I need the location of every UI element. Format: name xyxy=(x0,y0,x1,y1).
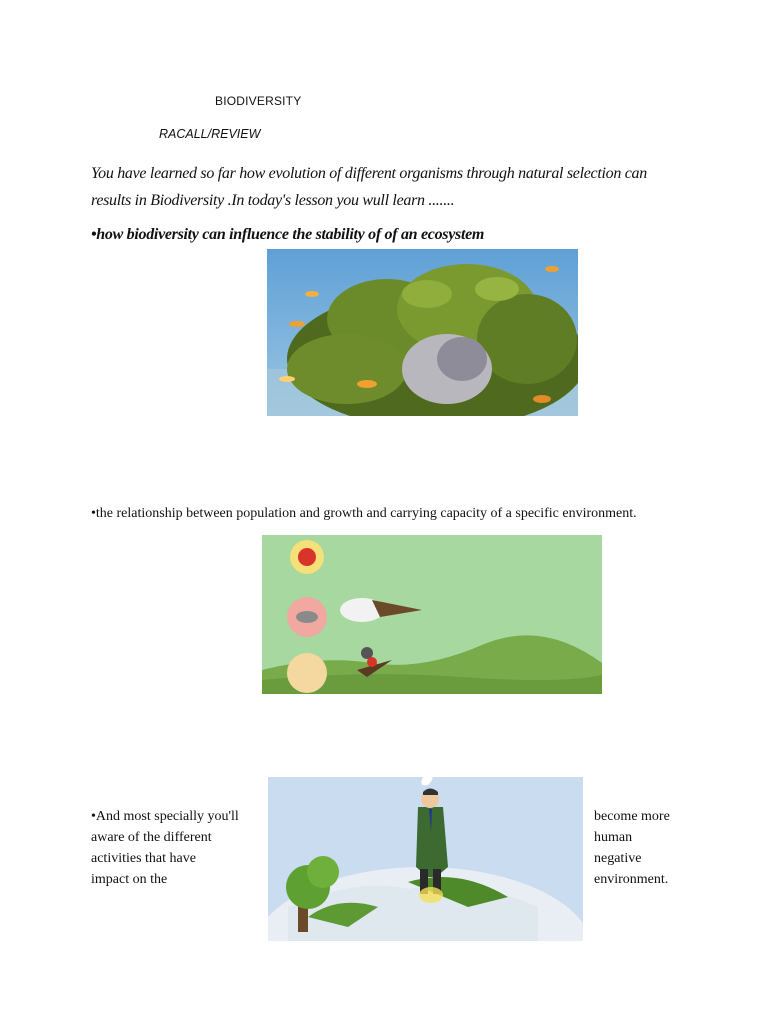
bullet-human-activities-left xyxy=(91,806,261,890)
text-line: •And most specially you'll xyxy=(91,809,239,824)
document-title: BIODIVERSITY xyxy=(215,94,302,108)
bullet-human-activities-right xyxy=(594,806,694,890)
food-chain-image xyxy=(262,535,602,694)
text-line: impact on the xyxy=(91,872,168,887)
text-line: activities that have xyxy=(91,851,196,866)
text-line: negative xyxy=(594,851,642,866)
text-line: human xyxy=(594,830,633,845)
coral-reef-image xyxy=(267,249,578,416)
intro-paragraph xyxy=(91,160,731,214)
man-on-earth-image xyxy=(268,777,583,941)
bullet-biodiversity-stability: •how biodiversity can influence the stability of of an ecosystem xyxy=(91,226,485,243)
text-line: become more xyxy=(594,809,670,824)
section-subtitle: RACALL/REVIEW xyxy=(159,127,261,141)
intro-line-2: results in Biodiversity .In today's lesson you wull learn ....... xyxy=(91,192,455,209)
text-line: aware of the different xyxy=(91,830,212,845)
text-line: environment. xyxy=(594,872,669,887)
bullet-population-growth: •the relationship between population and growth and carrying capacity of a specific environment. xyxy=(91,506,637,521)
intro-line-1: You have learned so far how evolution of different organisms through natural selection can xyxy=(91,165,647,182)
